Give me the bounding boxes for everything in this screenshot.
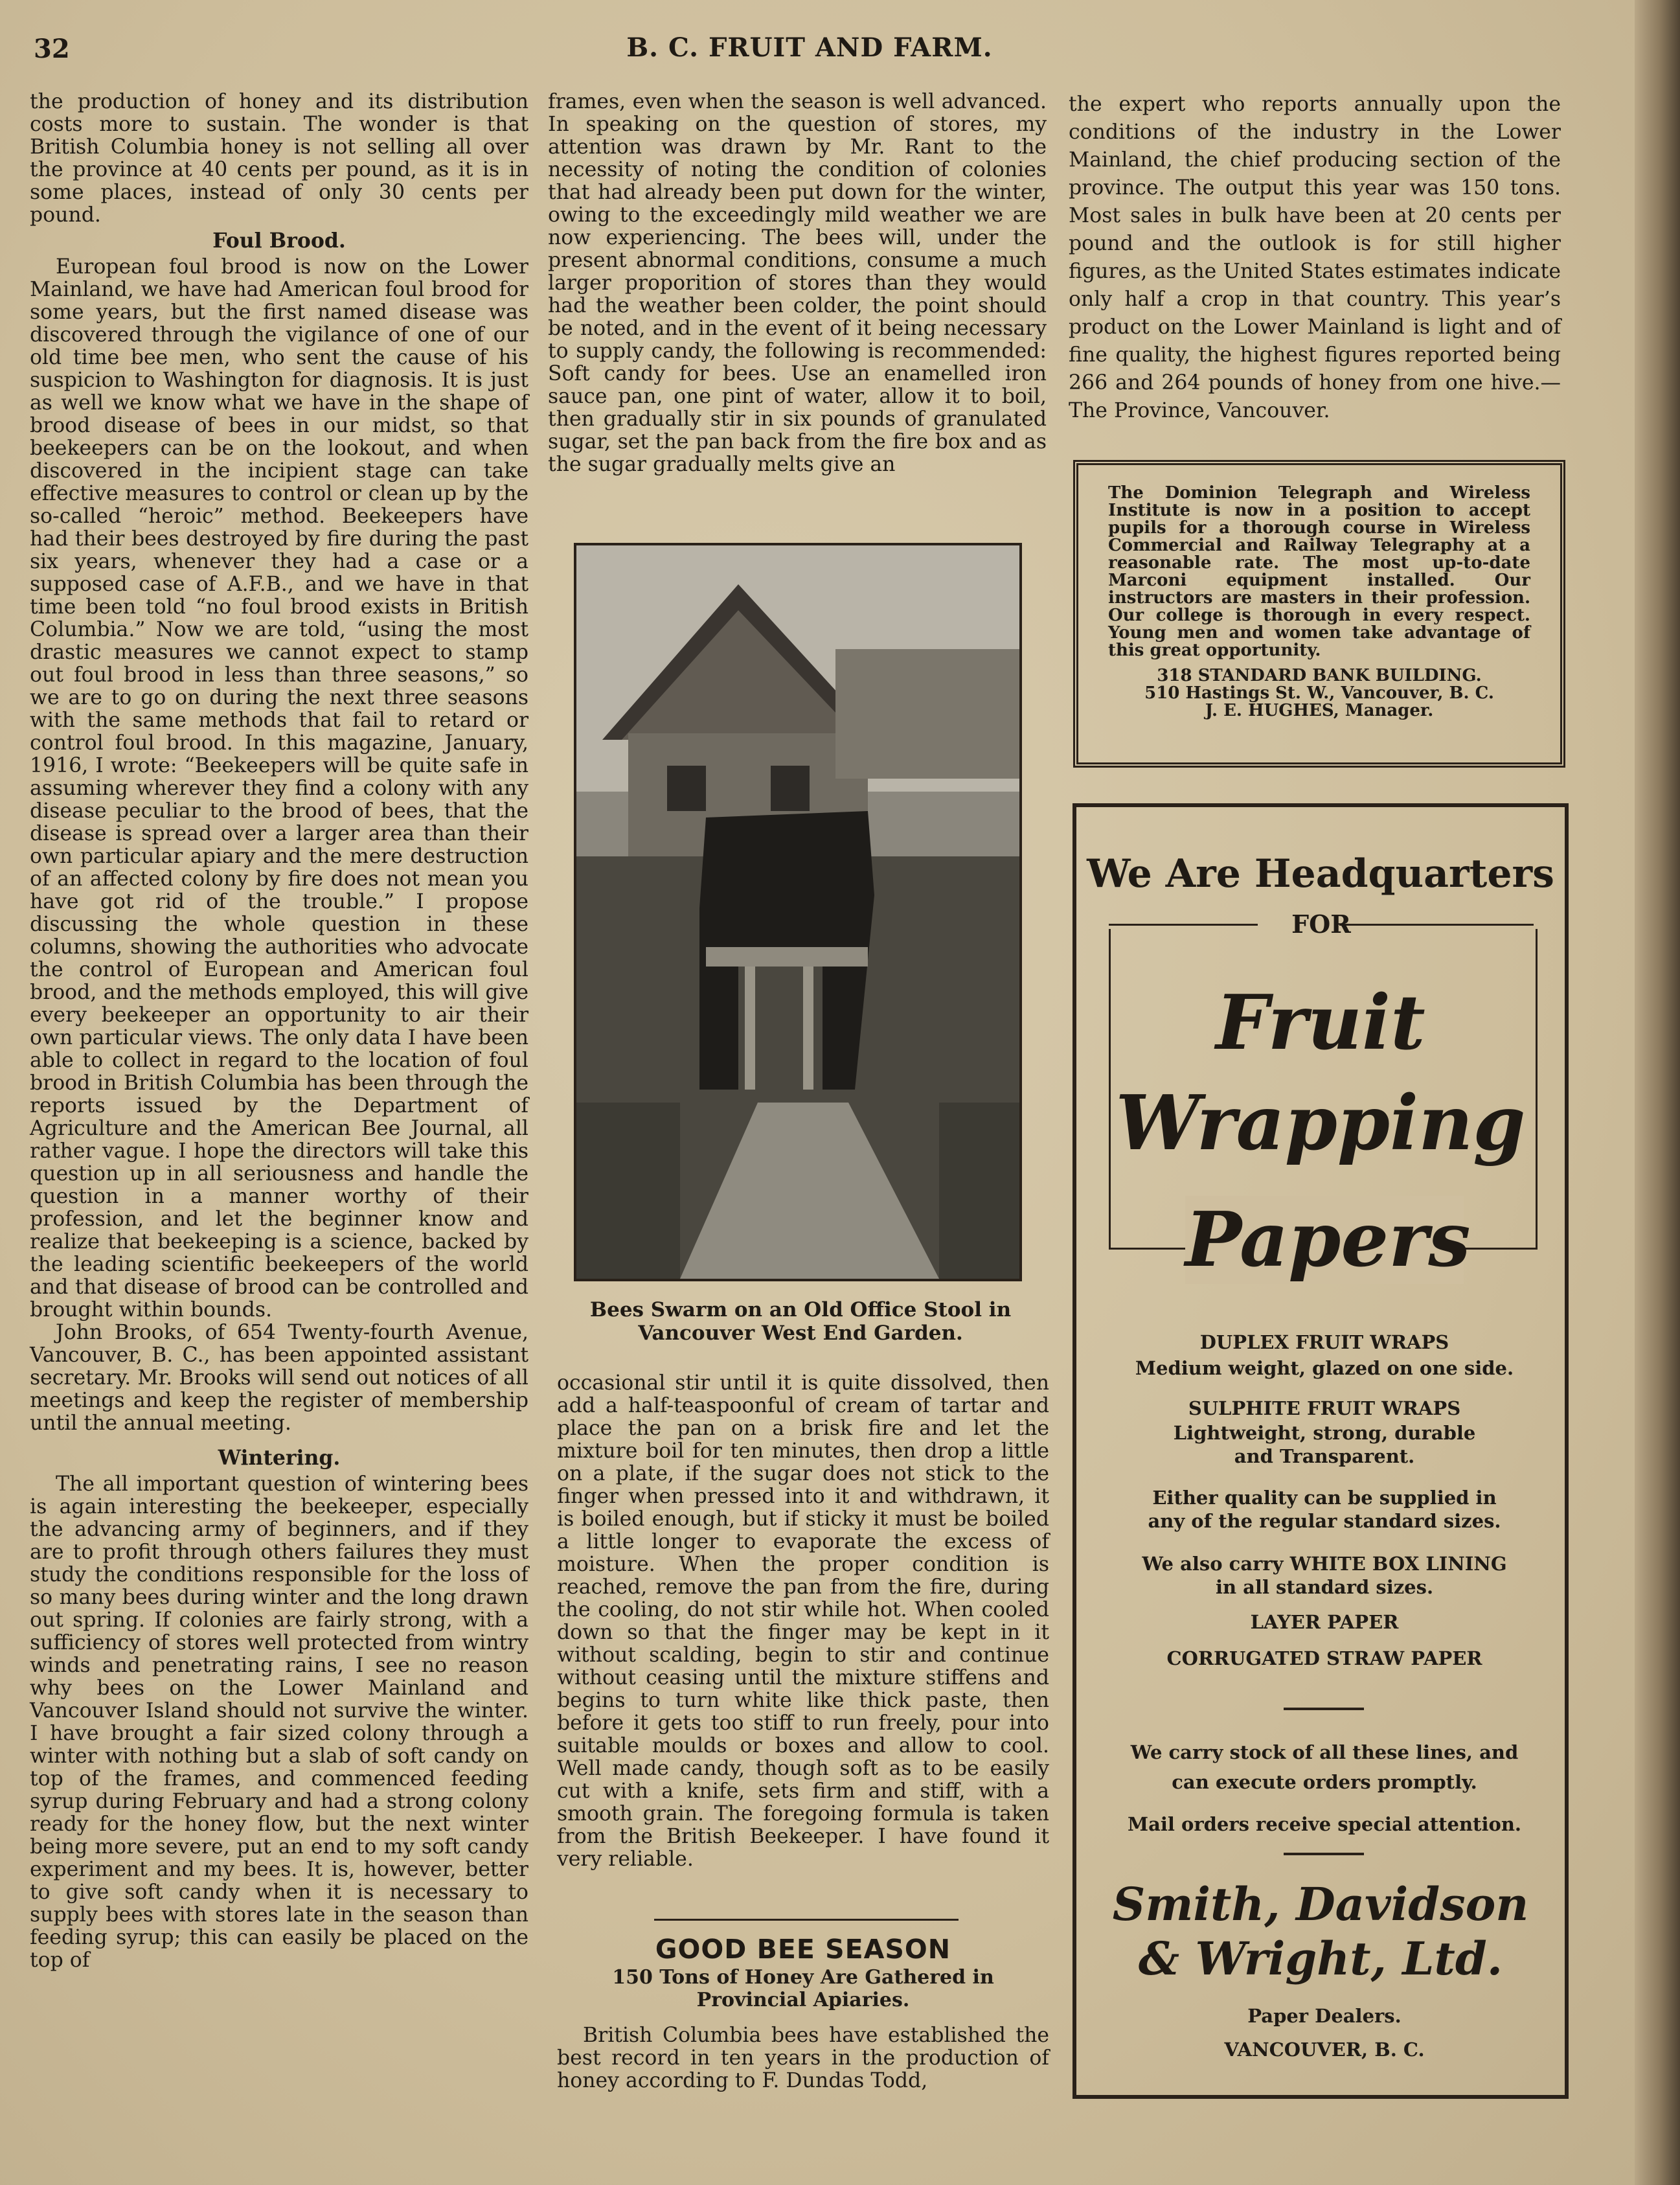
layer-paper: LAYER PAPER [1250,1611,1399,1633]
sulphite-title: SULPHITE FRUIT WRAPS [1188,1397,1461,1419]
col1-paragraph-1: the production of honey and its distribution costs more to sustain. The wonder is that British Columbia honey is not selling all over the province at 40 cents per pound, as it is in some places, instead of only 30 cents per pound. [30,90,528,227]
ad-divider-1 [1284,1708,1364,1710]
col1-paragraph-4: The all important question of wintering bees is again interesting the beekeeper, especially the advancing army of beginners, and if they are to profit through others failures they must study the conditions responsible for the loss of so many bees during winter and the long drawn out spring. If colonies are fairly strong, with a sufficiency of stores well protected from wintry winds and penetrating rains, I see no reason why bees on the Lower Mainland and Vancouver Island should not survive the winter. I have brought a fair sized colony through a winter with nothing but a slab of soft candy on top of the frames, and commenced feeding syrup during February and had a strong colony ready for the honey flow, but the next winter being more severe, put an end to my soft candy experiment and my bees. It is, however, better to give soft candy when it is necessary to supply bees with stores late in the season than feeding syrup; this can easily be placed on the top of [30,1472,528,1972]
company-name-line-1: Smith, Davidson [1112,1877,1529,1931]
fruit-wrapping-papers-ad [1073,803,1569,2099]
photo-caption: Bees Swarm on an Old Office Stool in Vancouver West End Garden. [589,1298,1012,1345]
col3-paragraph-1: the expert who reports annually upon the conditions of the industry in the Lower Mainland, the chief producing section of the province. The output this year was 150 tons. Most sales in bulk have been at 20 cents per pound and the outlook is for still higher figures, as the United States estimates indicate only half a crop in that country. This year’s product on the Lower Mainland is light and of fine quality, the highest figures reported being 266 and 264 pounds of honey from one hive.—The Province, Vancouver. [1069,93,1561,422]
col2-paragraph-1: frames, even when the season is well advanced. In speaking on the question of stores, my attention was drawn by Mr. Rant to the necessity of noting the condition of colonies that had already been put down for the winter, owing to the exceedingly mild weather we are now experiencing. The bees will, under the present abnormal conditions, consume a much larger proporition of stores than they would had the weather been colder, the point should be noted, and in the event of it being necessary to supply candy, the following is recommended: Soft candy for bees. Use an enamelled iron sauce pan, one pint of water, allow it to boil, then gradually stir in six pounds of granulated sugar, set the pan back from the fire box and as the sugar gradually melts give an [548,90,1047,476]
bee-swarm-photo [574,543,1022,1281]
white-box-text: We also carry WHITE BOX LINING in all standard sizes. [1142,1553,1507,1598]
telegraph-ad-address [1108,667,1530,720]
word-fruit: Fruit [1216,979,1425,1067]
telegraph-institute-ad [1073,460,1565,768]
running-title: B. C. FRUIT AND FARM. [626,32,993,63]
page-number: 32 [34,34,70,64]
duplex-description: Medium weight, glazed on one side. [1135,1357,1514,1379]
book-spine [1635,0,1680,2185]
for-label: FOR [1291,909,1351,939]
sulphite-description: Lightweight, strong, durable and Transparent. [1173,1422,1476,1467]
corrugated-paper: CORRUGATED STRAW PAPER [1166,1647,1482,1669]
good-bee-season-paragraph: British Columbia bees have established the best record in ten years in the production of honey according to F. Dundas Todd, [557,2024,1049,2092]
foul-brood-heading: Foul Brood. [212,229,346,253]
company-name-line-2: & Wright, Ltd. [1138,1932,1503,1985]
paper-dealers: Paper Dealers. [1247,2005,1402,2027]
headquarters-headline: We Are Headquarters [1087,851,1554,897]
column-2-top [548,91,1047,476]
wintering-heading: Wintering. [218,1446,341,1470]
ad-divider-2 [1284,1853,1364,1855]
company-city: VANCOUVER, B. C. [1224,2039,1425,2061]
either-quality-text: Either quality can be supplied in any of the regular standard sizes. [1148,1487,1501,1532]
bee-swarm-photo-drawing [576,545,1019,1279]
word-papers: Papers [1185,1196,1471,1284]
section-divider [654,1919,959,1921]
column-3 [1069,91,1561,425]
carry-stock-text: We carry stock of all these lines, and can execute orders promptly. [1130,1741,1519,1793]
duplex-title: DUPLEX FRUIT WRAPS [1199,1331,1449,1353]
col1-paragraph-2: European foul brood is now on the Lower Mainland, we have had American foul brood for some years, but the first named disease was discovered through the vigilance of one of our old time bee men, who sent the cause of his suspicion to Washington for diagnosis. It is just as well we know what we have in the shape of brood disease of bees in our midst, so that beekeepers can be on the lookout, and when discovered in the incipient stage can take effective measures to control or clean up by the so-called “heroic” method. Beekeepers have had their bees destroyed by fire during the past six years, whenever they had a case or a supposed case of A.F.B., and we have in that time been told “no foul brood exists in British Columbia.” Now we are told, “using the most drastic measures we cannot expect to stamp out foul brood in less than three seasons,” so we are to go on during the next three seasons with the same methods that fail to retard or control foul brood. In this magazine, January, 1916, I wrote: “Beekeepers will be quite safe in assuming wherever they find a colony with any disease peculiar to the brood of bees, that the disease is spread over a larger area than their own particular apiary and the mere destruction of an affected colony by fire does not mean you have got rid of the trouble.” I propose discussing the whole question in these columns, showing the authorities who advocate the control of European and American foul brood, and the methods employed, this will give every beekeeper an opportunity to air their own particular views. The only data I have been able to collect in regard to the location of foul brood in British Columbia has been through the reports issued by the Department of Agriculture and the American Bee Journal, all rather vague. I hope the directors will take this question up in all seriousness and handle the question in a manner worthy of their profession, and let the beginner know and realize that beekeeping is a science, backed by the leading scientific beekeepers of the world and that disease of brood can be controlled and brought within bounds. [30,255,528,1321]
good-bee-season-heading: GOOD BEE SEASON [655,1934,951,1965]
word-wrapping: Wrapping [1115,1079,1526,1167]
mail-orders-text: Mail orders receive special attention. [1127,1813,1521,1835]
telegraph-ad-address-line-2: 510 Hastings St. W., Vancouver, B. C. [1144,683,1494,703]
good-bee-season-subheading: 150 Tons of Honey Are Gathered in Provincial Apiaries. [612,1966,994,2011]
column-2-bottom [557,1372,1049,1871]
col2-paragraph-2: occasional stir until it is quite dissolved, then add a half-teaspoonful of cream of tartar and place the pan on a brisk fire and let the mixture boil for ten minutes, then drop a little on a plate, if the sugar does not stick to the finger when pressed into it and withdrawn, it is boiled enough, but if sticky it must be boiled a little longer to evaporate the excess of moisture. When the proper condition is reached, remove the pan from the fire, during the cooling, do not stir while hot. When cooled down so that the finger may be kept in it without scalding, begin to stir and continue without ceasing until the mixture stiffens and begins to turn white like thick paste, then before it gets too stiff to run freely, pour into suitable moulds or boxes and allow to cool. Well made candy, though soft as to be easily cut with a knife, sets firm and stiff, with a smooth grain. The foregoing formula is taken from the British Beekeeper. I have found it very reliable. [557,1371,1049,1871]
telegraph-ad-address-line-1: 318 STANDARD BANK BUILDING. [1157,666,1482,685]
column-1 [30,91,528,1972]
telegraph-ad-manager: J. E. HUGHES, Manager. [1205,701,1434,720]
good-bee-season-body [557,2024,1049,2092]
col1-paragraph-3: John Brooks, of 654 Twenty-fourth Avenue, Vancouver, B. C., has been appointed assistant secretary. Mr. Brooks will send out notices of all meetings and keep the register of membership until the annual meeting. [30,1321,528,1435]
telegraph-ad-text: The Dominion Telegraph and Wireless Institute is now in a position to accept pupils for a thorough course in Wireless Commercial and Railway Telegraphy at a reasonable rate. The most up-to-date Marconi equipment installed. Our instructors are masters in their profession. Our college is thorough in every respect. Young men and women take advantage of this great opportunity. [1108,483,1530,660]
